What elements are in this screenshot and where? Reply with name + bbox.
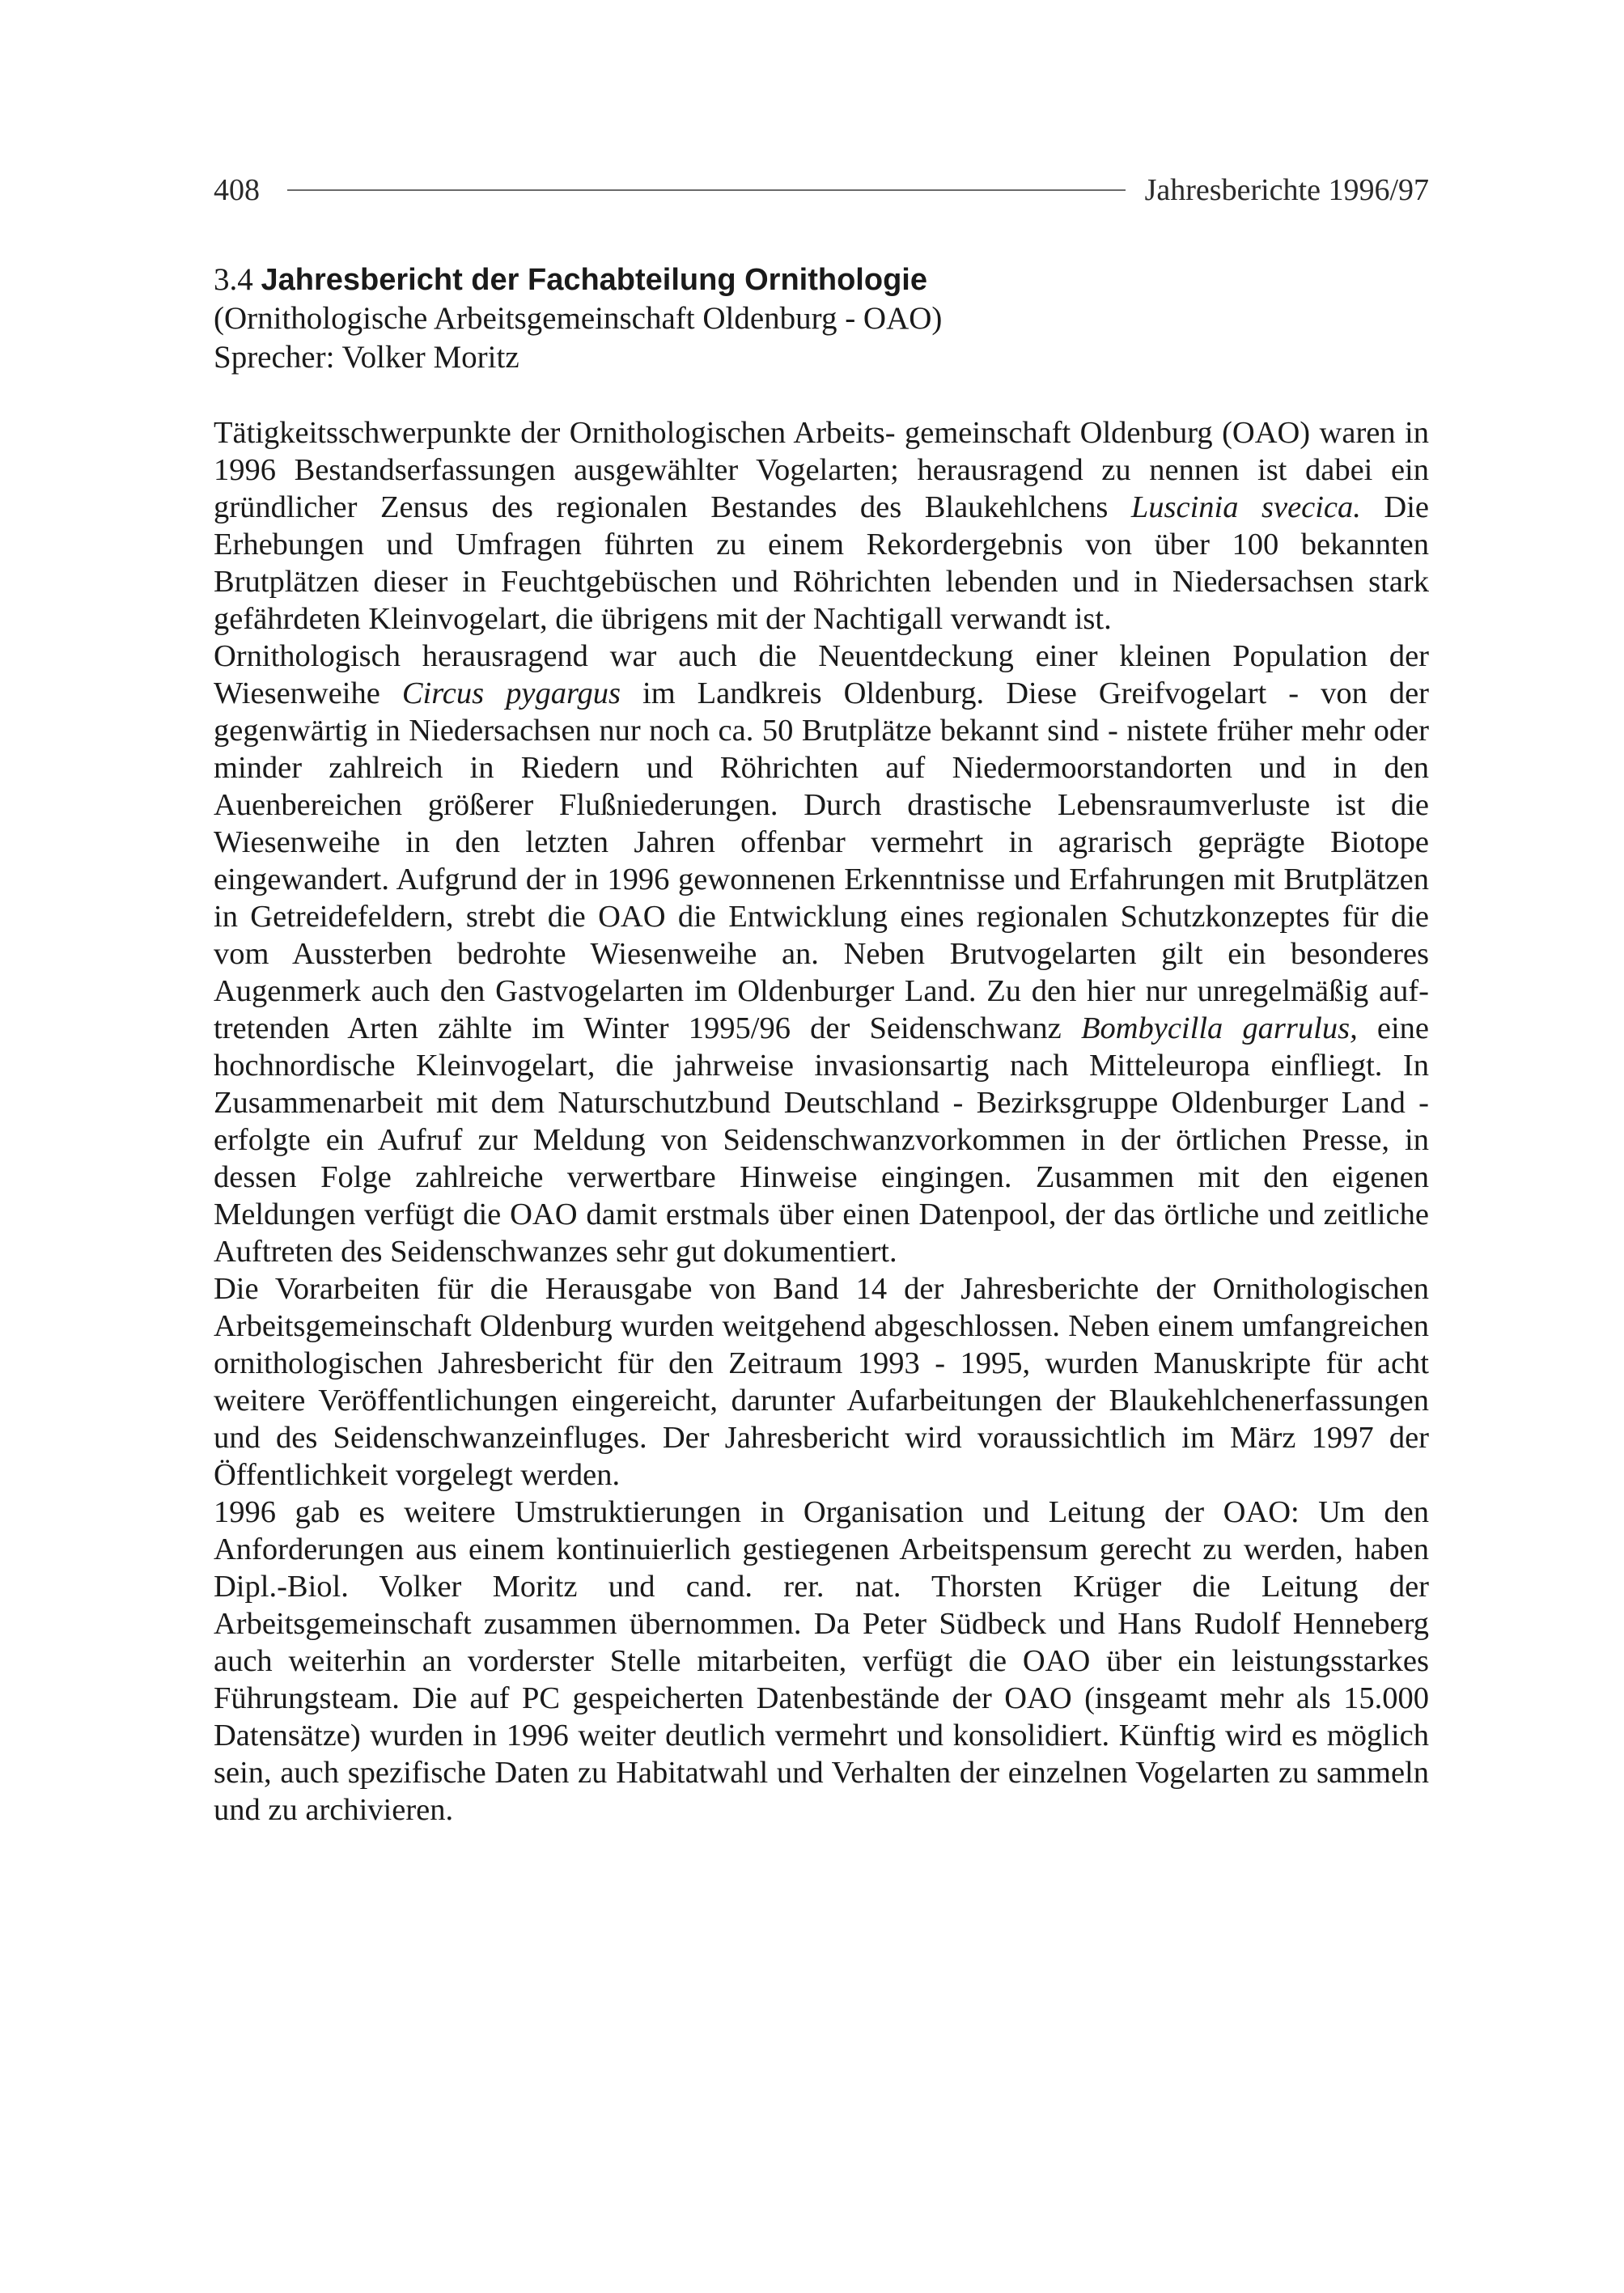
section-number: 3.4 (214, 262, 253, 297)
section-title-line (214, 261, 1429, 299)
section-speaker: Sprecher: Volker Moritz (214, 340, 519, 375)
page-number: 408 (214, 173, 260, 207)
body-text (214, 414, 1429, 1829)
species-name: Bombycilla garrulus, (1080, 1011, 1358, 1045)
paragraph-text: eine hochnordische Kleinvogelart, die jahrweise invasionsartig nach Mitteleuropa einfliegt. In Zusammenarbeit mit dem Naturschutzbund Deutschland - Bezirksgruppe Oldenburger Land - erfolgte ein Aufruf zur Meldung von Seidenschwanzvorkommen in der örtlichen Presse, in dessen Folge zahlreiche verwertbare Hinweise eingingen. Zusammen mit den eigenen Meldungen verfügt die OAO damit erstmals über einen Datenpool, der das örtliche und zeitliche Auftreten des Seidenschwanzes sehr gut dokumentiert. (214, 1011, 1429, 1269)
paragraph-1 (214, 414, 1429, 638)
paragraph-3 (214, 1270, 1429, 1494)
species-name: Luscinia svecica. (1130, 490, 1361, 524)
running-title: Jahresberichte 1996/97 (1144, 173, 1429, 207)
paragraph-text: im Landkreis Oldenburg. Diese Greifvogelart - von der gegenwärtig in Niedersachsen nur noch ca. 50 Brutplätze bekannt sind - nistete früher mehr oder minder zahlreich in Riedern und Röhrichten auf Niedermoorstandorten und in den Auenbereichen größerer Flußniederungen. Durch drastische Lebensraumverluste ist die Wiesenweihe in den letzten Jahren offenbar vermehrt in agrarisch geprägte Biotope eingewandert. Aufgrund der in 1996 gewonnenen Erkenntnisse und Erfahrungen mit Brutplätzen in Getreidefeldern, strebt die OAO die Entwicklung eines regionalen Schutzkonzeptes für die vom Aussterben bedrohte Wiesenweihe an. Neben Brutvogelarten gilt ein besonderes Augenmerk auch den Gastvogelarten im Oldenburger Land. Zu den hier nur unregelmäßig auftretenden Arten zählte im Winter 1995/96 der Seidenschwanz (214, 676, 1429, 1045)
paragraph-text: Die Erhebungen und Umfragen führten zu einem Rekordergebnis von über 100 bekannten Brutplätzen dieser in Feuchtgebüschen und Röhrichten lebenden und in Niedersachsen stark gefährdeten Kleinvogelart, die übrigens mit der Nachtigall verwandt ist. (214, 490, 1429, 636)
section-heading (214, 261, 1429, 377)
section-title: Jahresbericht der Fachabteilung Ornithologie (261, 263, 927, 297)
header-rule (287, 189, 1126, 191)
paragraph-text: 1996 gab es weitere Umstruktierungen in Organisation und Leitung der OAO: Um den Anforderungen aus einem kontinuierlich gestiegenen Arbeitspensum gerecht zu werden, haben Dipl.-Biol. Volker Moritz und cand. rer. nat. Thorsten Krüger die Leitung der Arbeitsgemeinschaft zusammen übernommen. Da Peter Südbeck und Hans Rudolf Henneberg auch weiterhin an vorderster Stelle mitarbeiten, verfügt die OAO über ein leistungsstarkes Führungsteam. Die auf PC gespeicherten Datenbestände der OAO (insgeamt mehr als 15.000 Datensätze) wurden in 1996 weiter deutlich vermehrt und konsolidiert. Künftig wird es möglich sein, auch spezifische Daten zu Habitatwahl und Verhalten der einzelnen Vogelarten zu sammeln und zu archivieren. (214, 1495, 1429, 1827)
species-name: Circus pygargus (401, 676, 621, 710)
paragraph-2 (214, 638, 1429, 1270)
section-subtitle: (Ornithologische Arbeitsgemeinschaft Oldenburg - OAO) (214, 301, 943, 336)
paragraph-text: Die Vorarbeiten für die Herausgabe von Band 14 der Jahresberichte der Ornithologischen Arbeitsgemeinschaft Oldenburg wurden weitgehend abgeschlossen. Neben einem umfangreichen ornithologischen Jahresbericht für den Zeitraum 1993 - 1995, wurden Manuskripte für acht weitere Veröffentlichungen eingereicht, darunter Aufarbeitungen der Blaukehlchenerfassungen und des Seidenschwanzeinfluges. Der Jahresbericht wird voraussichtlich im März 1997 der Öffentlichkeit vorgelegt werden. (214, 1272, 1429, 1492)
paragraph-4 (214, 1494, 1429, 1829)
paragraph-text: Tätigkeitsschwerpunkte der Ornithologischen Arbeits- gemeinschaft Oldenburg (OAO) waren in 1996 Bestandserfassungen ausgewählter Vogelarten; herausragend zu nennen ist dabei ein gründlicher Zensus des regionalen Bestandes des Blaukehlchens (214, 416, 1429, 524)
running-header (214, 166, 1429, 214)
paragraph-text: Ornithologisch herausragend war auch die Neuentdeckung einer kleinen Population der Wiesenweihe (214, 639, 1429, 710)
